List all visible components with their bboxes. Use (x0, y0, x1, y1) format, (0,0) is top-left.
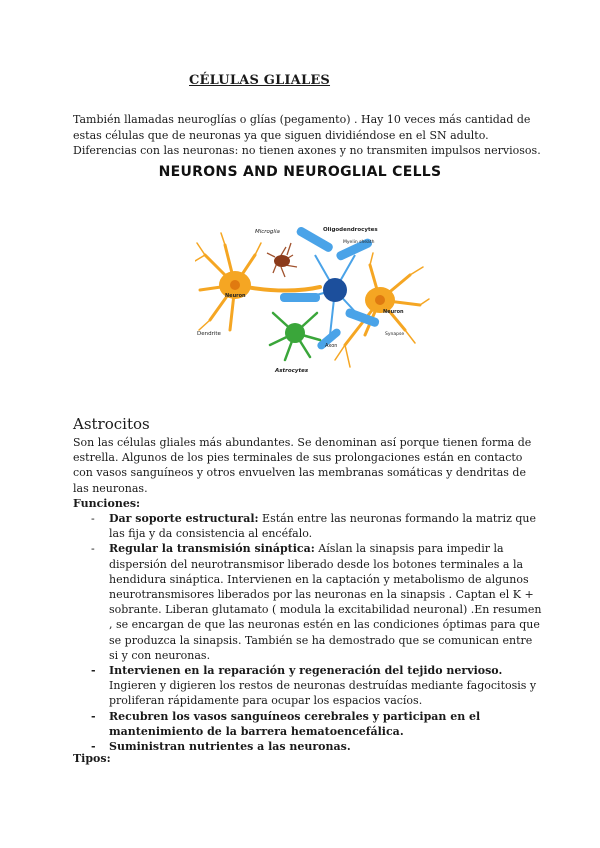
label-dendrite: Dendrite (197, 331, 221, 337)
function-item (91, 663, 543, 709)
function-item (91, 541, 543, 663)
list-dash: - (91, 542, 95, 556)
oligodendrocyte-body (323, 278, 347, 302)
function-item (91, 709, 543, 739)
function-bold: Suministran nutrientes a las neuronas. (109, 740, 351, 754)
function-bold: Regular la transmisión sináptica: (109, 542, 315, 556)
function-text: Ingieren y digieren los restos de neuronas destruídas mediante fagocitosis y proliferan rápidamente para ocupar los espacios vacíos. (109, 679, 537, 708)
section-heading: Astrocitos (73, 415, 150, 433)
function-bold: Dar soporte estructural: (109, 512, 259, 525)
function-bold: Intervienen en la reparación y regeneración del tejido nervioso. (109, 664, 503, 678)
neuron-left-cell (195, 233, 320, 330)
label-microglia: Microglia (255, 229, 280, 235)
tipos-label: Tipos: (73, 752, 111, 765)
figure-title: NEURONS AND NEUROGLIAL CELLS (158, 164, 442, 180)
label-astrocytes: Astrocytes (275, 368, 309, 374)
neuroglial-illustration (195, 195, 430, 375)
section-paragraph: Son las células gliales más abundantes. Se denominan así porque tienen forma de estrella. Algunos de los pies terminales de sus prolongaciones están en contacto con vasos sanguíneos y otros envuelven las membranas somáticas y dendritas de las neuronas. (73, 436, 532, 495)
function-item (91, 511, 543, 541)
functions-label: Funciones: (73, 497, 141, 510)
functions-list (91, 511, 543, 754)
function-text: Aíslan la sinapsis para impedir la dispersión del neurotransmisor liberado desde los botones terminales a la hendidura sináptica. Intervienen en la captación y metabolismo de algunos neurotransmisores liberados por las neuronas en la sinapsis . Captan el K + sobrante. Liberan glutamato ( modula la excitabilidad neuronal) .En resumen , se encargan de que las neuronas estén en las condiciones óptimas para que se produzca la sinapsis. También se ha demostrado que se comunican entre si y con neuronas. (109, 542, 542, 662)
list-dash: - (91, 709, 96, 723)
function-bold: Recubren los vasos sanguíneos cerebrales y participan en el mantenimiento de la barrera hematoencefálica. (109, 709, 481, 738)
label-neuron-right: Neuron (383, 309, 404, 315)
page-title: CÉLULAS GLIALES (189, 73, 331, 88)
label-myelin: Myelin sheath (343, 240, 375, 245)
astrocyte-body (285, 323, 305, 343)
label-synapse: Synapse (385, 332, 405, 337)
intro-paragraph: También llamadas neuroglías o glías (pegamento) . Hay 10 veces más cantidad de estas células que de neuronas ya que siguen dividiéndose en el SN adulto. Diferencias con las neuronas: no tienen axones y no transmiten impulsos nerviosos. (73, 113, 541, 157)
function-item (91, 739, 543, 754)
label-axon: Axon (325, 343, 338, 349)
label-oligodendrocytes: Oligodendrocytes (323, 227, 378, 233)
function-text: Están entre las neuronas formando la matriz que las fija y da consistencia al encéfalo. (109, 512, 537, 541)
list-dash: - (91, 512, 95, 525)
list-dash: - (91, 664, 96, 678)
label-neuron-left: Neuron (225, 293, 246, 299)
neuroglial-figure (195, 195, 430, 375)
list-dash: - (91, 740, 96, 754)
